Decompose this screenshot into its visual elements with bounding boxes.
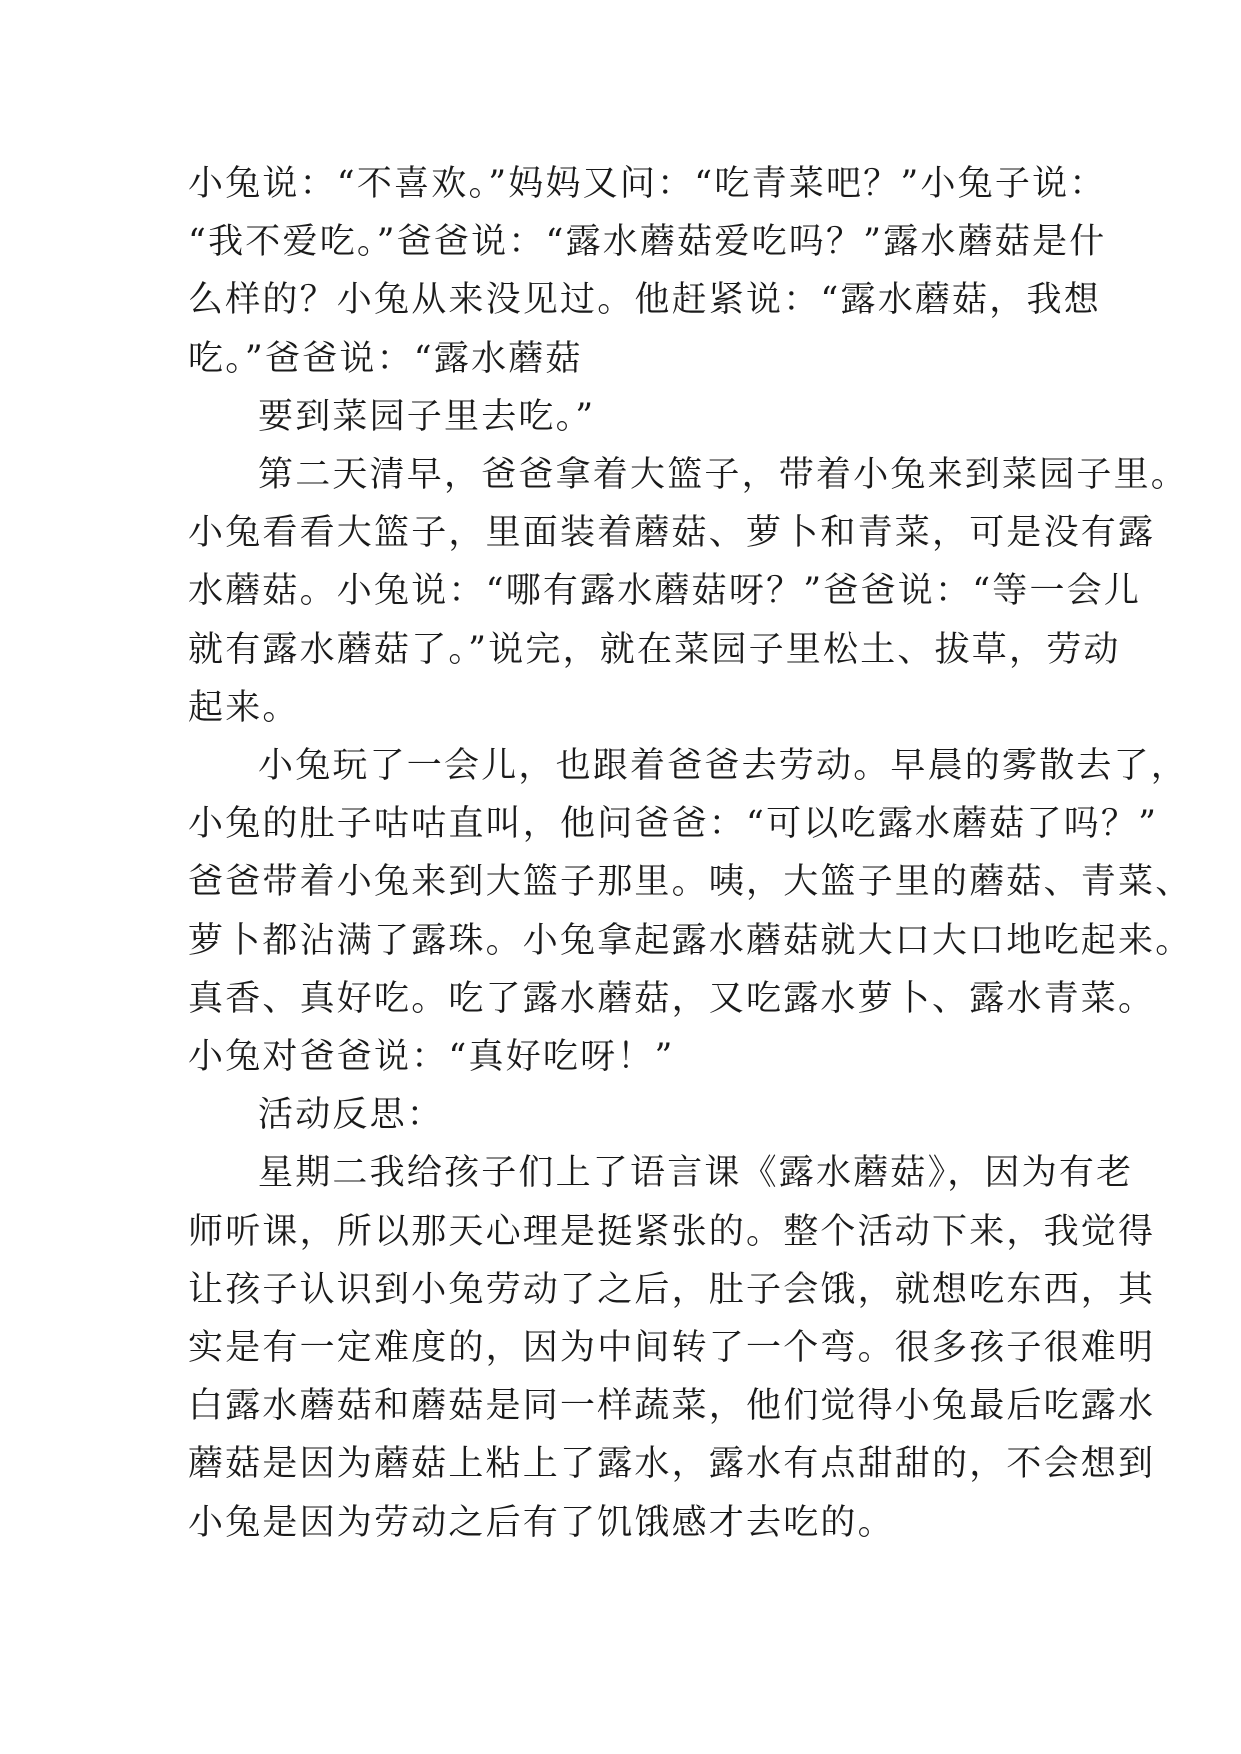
text-line: 小兔说：“不喜欢。”妈妈又问：“吃青菜吧？”小兔子说： (188, 164, 1107, 204)
text-line: 实是有一定难度的，因为中间转了一个弯。很多孩子很难明 (188, 1328, 1156, 1369)
text-line: 水蘑菇。小兔说：“哪有露水蘑菇呀？”爸爸说：“等一会儿 (188, 571, 1142, 612)
document-body (188, 155, 1193, 1552)
text-line: 吃。”爸爸说：“露水蘑菇 (188, 338, 583, 379)
paragraph-p4 (188, 737, 1193, 1086)
text-line: 星期二我给孩子们上了语言课《露水蘑菇》，因为有老 (258, 1153, 1134, 1194)
text-line: 蘑菇是因为蘑菇上粘上了露水，露水有点甜甜的，不会想到 (188, 1444, 1156, 1485)
text-line: 活动反思： (258, 1095, 445, 1136)
text-line: 小兔对爸爸说：“真好吃呀！” (188, 1037, 675, 1078)
text-line: 萝卜都沾满了露珠。小兔拿起露水蘑菇就大口大口地吃起来。 (188, 920, 1193, 961)
text-line: “我不爱吃。”爸爸说：“露水蘑菇爱吃吗？”露水蘑菇是什 (188, 222, 1107, 263)
paragraph-p1 (188, 155, 1107, 388)
text-line: 让孩子认识到小兔劳动了之后，肚子会饿，就想吃东西，其 (188, 1269, 1156, 1310)
text-line: 小兔的肚子咕咕直叫，他问爸爸：“可以吃露水蘑菇了吗？” (188, 804, 1159, 845)
paragraph-p3 (188, 446, 1189, 737)
paragraph-p6 (188, 1144, 1156, 1551)
text-line: 第二天清早，爸爸拿着大篮子，带着小兔来到菜园子里。 (258, 455, 1189, 496)
text-line: 白露水蘑菇和蘑菇是同一样蔬菜，他们觉得小兔最后吃露水 (188, 1386, 1156, 1427)
paragraph-p5 (188, 1086, 1048, 1144)
text-line: 小兔看看大篮子，里面装着蘑菇、萝卜和青菜，可是没有露 (188, 513, 1156, 554)
text-line: 要到菜园子里去吃。” (258, 396, 596, 437)
text-line: 就有露水蘑菇了。”说完，就在菜园子里松土、拔草，劳动 (188, 629, 1121, 670)
text-line: 起来。 (188, 687, 300, 728)
text-line: 真香、真好吃。吃了露水蘑菇，又吃露水萝卜、露水青菜。 (188, 978, 1156, 1019)
text-line: 小兔是因为劳动之后有了饥饿感才去吃的。 (188, 1502, 895, 1543)
text-line: 么样的？小兔从来没见过。他赶紧说：“露水蘑菇，我想 (188, 280, 1101, 321)
text-line: 爸爸带着小兔来到大篮子那里。咦，大篮子里的蘑菇、青菜、 (188, 862, 1193, 903)
text-line: 小兔玩了一会儿，也跟着爸爸去劳动。早晨的雾散去了， (258, 746, 1189, 787)
paragraph-p2 (188, 388, 1048, 446)
text-line: 师听课，所以那天心理是挺紧张的。整个活动下来，我觉得 (188, 1211, 1156, 1252)
